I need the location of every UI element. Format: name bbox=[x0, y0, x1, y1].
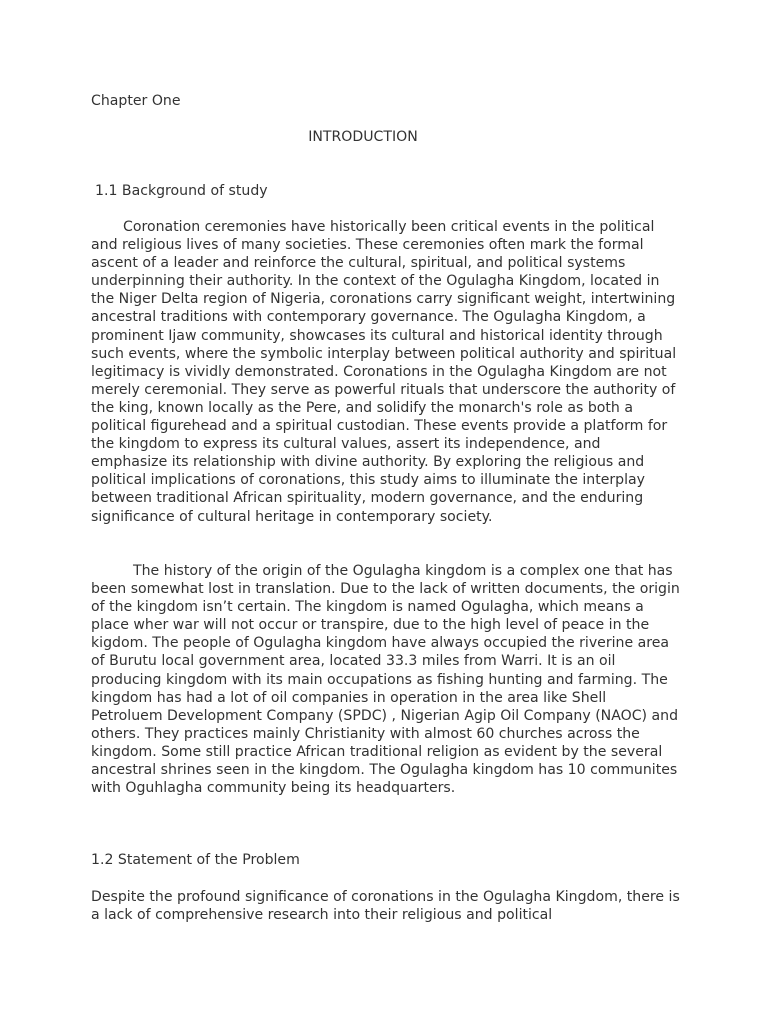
paragraph-background-1: Coronation ceremonies have historically been critical events in the political and religious lives of many societies. These ceremonies often mark the formal ascent of a leader and reinforce the cultural, spiritual, and political systems underpinning their authority. In the context of the Ogulagha Kingdom, located in the Niger Delta region of Nigeria, coronations carry significant weight, intertwining ancestral traditions with contemporary governance. The Ogulagha Kingdom, a prominent Ijaw community, showcases its cultural and historical identity through such events, where the symbolic interplay between political authority and spiritual legitimacy is vividly demonstrated. Coronations in the Ogulagha Kingdom are not merely ceremonial. They serve as powerful rituals that underscore the authority of the king, known locally as the Pere, and solidify the monarch's role as both a political figurehead and a spiritual custodian. These events provide a platform for the kingdom to express its cultural values, assert its independence, and emphasize its relationship with divine authority. By exploring the religious and political implications of coronations, this study aims to illuminate the interplay between traditional African spirituality, modern governance, and the enduring significance of cultural heritage in contemporary society. bbox=[91, 219, 677, 525]
section-heading-background: 1.1 Background of study bbox=[95, 183, 268, 199]
chapter-label: Chapter One bbox=[91, 93, 181, 109]
page-title: INTRODUCTION bbox=[308, 129, 418, 145]
paragraph-background-2: The history of the origin of the Ogulagha kingdom is a complex one that has been somewhat lost in translation. Due to the lack of written documents, the origin of the kingdom isn’t certain. The kingdom is named Ogulagha, which means a place wher war will not occur or transpire, due to the high level of peace in the kigdom. The people of Ogulagha kingdom have always occupied the riverine area of Burutu local government area, located 33.3 miles from Warri. It is an oil producing kingdom with its main occupations as fishing hunting and farming. The kingdom has had a lot of oil companies in operation in the area like Shell Petroluem Development Company (SPDC) , Nigerian Agip Oil Company (NAOC) and others. They practices mainly Christianity with almost 60 churches across the kingdom. Some still practice African traditional religion as evident by the several ancestral shrines seen in the kingdom. The Ogulagha kingdom has 10 communites with Oguhlagha community being its headquarters. bbox=[91, 563, 680, 797]
paragraph-problem: Despite the profound significance of coronations in the Ogulagha Kingdom, there is a lack of comprehensive research into their religious and political bbox=[91, 889, 680, 924]
section-heading-problem: 1.2 Statement of the Problem bbox=[91, 852, 300, 868]
